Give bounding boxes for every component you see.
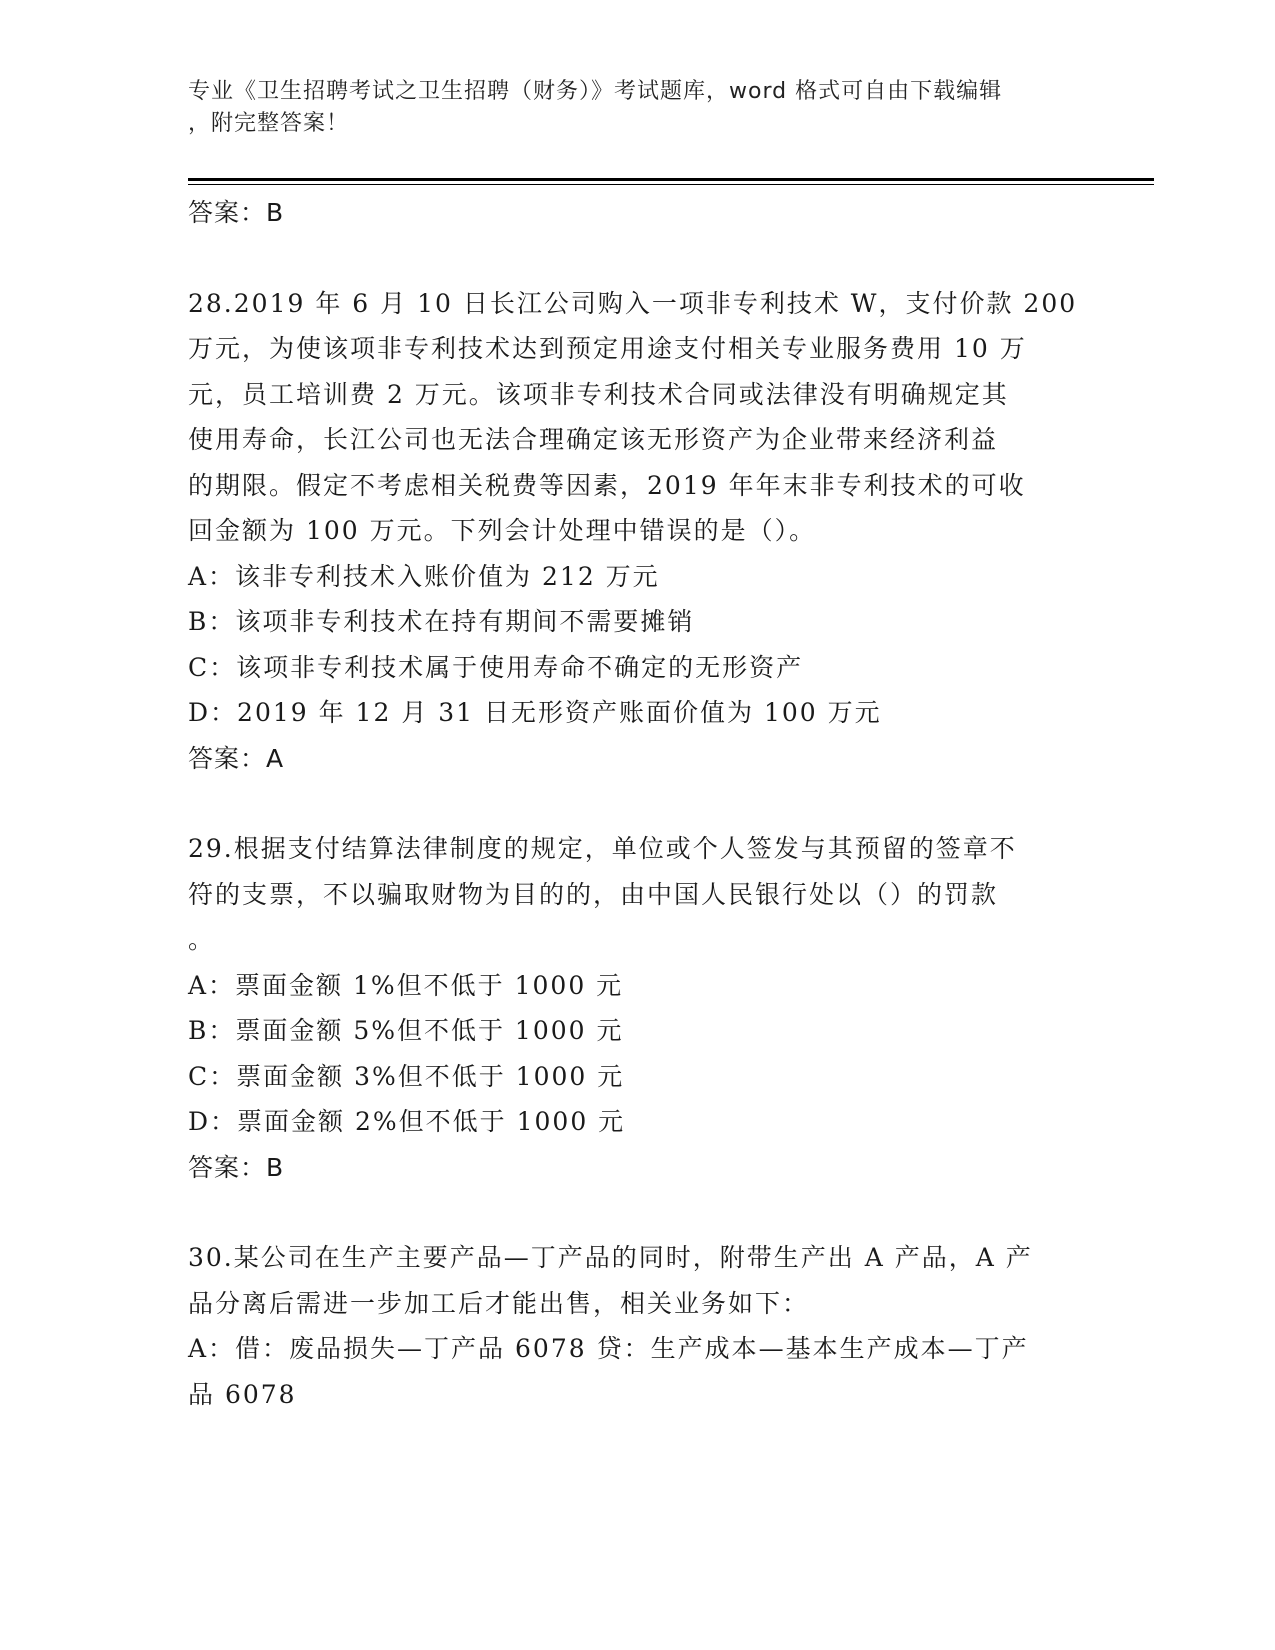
option-c: C：票面金额 3%但不低于 1000 元 bbox=[188, 1061, 625, 1091]
question-line: 元，员工培训费 2 万元。该项非专利技术合同或法律没有明确规定其 bbox=[188, 379, 1009, 409]
spacer bbox=[188, 236, 1088, 281]
question-line: 品分离后需进一步加工后才能出售，相关业务如下： bbox=[188, 1288, 810, 1318]
question-line: 使用寿命，长江公司也无法合理确定该无形资产为企业带来经济利益 bbox=[188, 425, 999, 454]
question-line: 30.某公司在生产主要产品—丁产品的同时，附带生产出 A 产品，A 产 bbox=[188, 1243, 1033, 1272]
answer-line: 答案：B bbox=[188, 1152, 285, 1182]
option-a: A：票面金额 1%但不低于 1000 元 bbox=[188, 970, 624, 1000]
spacer bbox=[188, 781, 1088, 826]
page-header bbox=[188, 76, 1068, 140]
question-line: 符的支票，不以骗取财物为目的的，由中国人民银行处以（）的罚款 bbox=[188, 879, 999, 909]
option-b: B：该项非专利技术在持有期间不需要摊销 bbox=[188, 607, 695, 636]
header-line-2: ，附完整答案！ bbox=[188, 111, 350, 136]
question-line: 。 bbox=[188, 925, 216, 954]
option-d: D：票面金额 2%但不低于 1000 元 bbox=[188, 1107, 626, 1136]
answer-line: 答案：A bbox=[188, 743, 285, 773]
option-a: A：借：废品损失—丁产品 6078 贷：生产成本—基本生产成本—丁产 bbox=[188, 1334, 1029, 1363]
option-a: A：该非专利技术入账价值为 212 万元 bbox=[188, 561, 660, 591]
document-body bbox=[188, 190, 1088, 1417]
question-28 bbox=[188, 281, 1088, 782]
question-line: 29.根据支付结算法律制度的规定，单位或个人签发与其预留的签章不 bbox=[188, 834, 1017, 863]
option-a-continued: 品 6078 bbox=[188, 1379, 297, 1409]
option-d: D：2019 年 12 月 31 日无形资产账面价值为 100 万元 bbox=[188, 698, 882, 727]
question-29 bbox=[188, 826, 1088, 1190]
spacer bbox=[188, 1190, 1088, 1235]
question-line: 回金额为 100 万元。下列会计处理中错误的是（）。 bbox=[188, 516, 817, 545]
question-30 bbox=[188, 1235, 1088, 1417]
option-c: C：该项非专利技术属于使用寿命不确定的无形资产 bbox=[188, 652, 804, 682]
header-rule-thin bbox=[188, 184, 1154, 185]
answer-line: 答案：B bbox=[188, 198, 285, 227]
header-line-1: 专业《卫生招聘考试之卫生招聘（财务）》考试题库，word 格式可自由下载编辑 bbox=[188, 79, 1003, 104]
question-line: 的期限。假定不考虑相关税费等因素，2019 年年末非专利技术的可收 bbox=[188, 470, 1026, 500]
question-line: 万元，为使该项非专利技术达到预定用途支付相关专业服务费用 10 万 bbox=[188, 334, 1027, 363]
option-b: B：票面金额 5%但不低于 1000 元 bbox=[188, 1016, 624, 1045]
question-line: 28.2019 年 6 月 10 日长江公司购入一项非专利技术 W，支付价款 200 bbox=[188, 288, 1078, 318]
header-rule-thick bbox=[188, 178, 1154, 181]
